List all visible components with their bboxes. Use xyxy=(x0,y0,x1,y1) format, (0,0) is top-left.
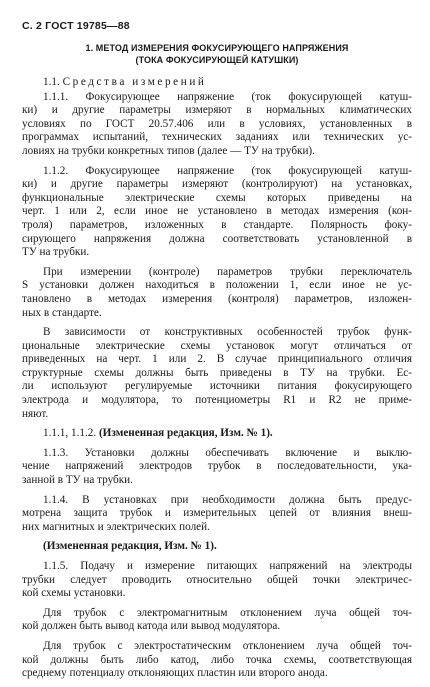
paragraph-1-1-number: 1.1. xyxy=(43,76,63,88)
text-line: 1.1.4. В установках при необходимости должна быть предус- xyxy=(43,493,412,506)
paragraph-1-1-5 xyxy=(22,560,412,601)
text-line: ли используют регулируемые источники питания фокусирующего xyxy=(22,380,412,393)
text-line: ки) и другие параметры измеряют (контролируют) на установках, xyxy=(22,178,412,191)
text-line: функциональные электрические схемы которых приведены на xyxy=(22,191,412,204)
amendment-1-numbers: 1.1.1, 1.1.2. xyxy=(43,427,99,440)
text-line: ных в стандарте. xyxy=(22,306,102,319)
text-line: циональные электрические схемы установок могут отличаться от xyxy=(22,339,412,352)
text-line: троля) параметров, изложенных в стандарте. Полярность фоку- xyxy=(22,218,412,231)
page-header: С. 2 ГОСТ 19785—88 xyxy=(22,20,130,32)
paragraph-1-1-4 xyxy=(22,494,412,535)
text-line: 1.1.3. Установки должны обеспечивать включение и выклю- xyxy=(43,446,412,459)
text-line: В зависимости от конструктивных особенностей трубок функ- xyxy=(43,326,412,339)
text-line: кой должны быть либо катод, либо точка схемы, соответствующая xyxy=(22,653,412,666)
text-line: 1.1.2. Фокусирующее напряжение (ток фокусирующей катуш- xyxy=(43,164,412,177)
text-line: трубки следует проводить относительно общей точки электричес- xyxy=(22,573,412,586)
text-line: ТУ на трубки. xyxy=(22,246,90,259)
text-line: Для трубок с электромагнитным отклонением луча общей точ- xyxy=(43,606,412,619)
text-line: няют. xyxy=(22,407,49,420)
text-line: электрода и модулятора, то потенциометры R1 и R2 не приме- xyxy=(22,394,412,407)
text-line: тановлено в методах измерения (контроля) параметров, изложен- xyxy=(22,292,412,305)
text-line: них магнитных и электрических полей. xyxy=(22,520,210,533)
text-line: мотрена защита трубок и измерительных цепей от влияния внеш- xyxy=(22,507,412,520)
paragraph-electromagnetic xyxy=(22,607,412,634)
text-line: условиях по ГОСТ 20.57.406 или в условиях, установленных в xyxy=(22,117,412,130)
paragraph-1-1-2 xyxy=(22,165,412,260)
section-title xyxy=(22,42,412,66)
amendment-1-text: (Измененная редакция, Изм. № 1). xyxy=(98,427,273,440)
text-line: 1.1.5. Подачу и измерение питающих напряжений на электроды xyxy=(43,560,412,572)
text-line: структурные схемы должны быть приведены в ТУ на трубки. Ес- xyxy=(22,366,412,379)
text-line: 1.1.1. Фокусирующее напряжение (ток фокусирующей катуш- xyxy=(43,90,412,103)
text-line: программах испытаний, технических заданиях или технических ус- xyxy=(22,131,412,144)
document-body xyxy=(22,76,412,687)
text-line: среднему потенциалу отклоняющих пластин или второго анода. xyxy=(22,667,328,680)
text-line: приведенных на черт. 1 или 2. В случае принципиального отличия xyxy=(22,353,412,366)
section-title-line-1: 1. МЕТОД ИЗМЕРЕНИЯ ФОКУСИРУЮЩЕГО НАПРЯЖЕНИЯ xyxy=(85,43,349,53)
text-line: черт. 1 или 2, если иное не установлено в методах измерения (кон- xyxy=(22,205,412,218)
text-line: кой должен быть вывод катода или вывод модулятора. xyxy=(22,620,281,633)
text-line: сирующего напряжения должна соответствовать установленной в xyxy=(22,232,412,245)
paragraph-circuit-variations xyxy=(22,326,412,421)
paragraph-1-1-1 xyxy=(22,91,412,159)
paragraph-electrostatic xyxy=(22,640,412,681)
text-line: S установки должен находиться в положении 1, если иное не ус- xyxy=(22,279,412,292)
paragraph-switch-position xyxy=(22,266,412,320)
text-line: кой схемы установки. xyxy=(22,587,126,600)
section-title-line-2: (ТОКА ФОКУСИРУЮЩЕЙ КАТУШКИ) xyxy=(135,55,299,65)
paragraph-1-1-3 xyxy=(22,447,412,488)
paragraph-amendment-2: (Измененная редакция, Изм. № 1). xyxy=(43,540,217,553)
text-line: ловиях на трубки конкретных типов (далее — ТУ на трубки). xyxy=(22,144,315,157)
text-line: ки) и другие параметры измеряют в нормальных климатических xyxy=(22,104,412,117)
text-line: чение напряжений электродов трубок в последовательности, ука- xyxy=(22,460,412,473)
text-line: При измерении (контроле) параметров трубки переключатель xyxy=(43,265,412,278)
text-line: занной в ТУ на трубки. xyxy=(22,474,133,487)
paragraph-1-1-title: Средства измерений xyxy=(62,76,207,88)
text-line: Для трубок с электростатическим отклонением луча общей точ- xyxy=(43,639,412,652)
paragraph-1-1 xyxy=(22,76,412,90)
paragraph-amendment-1 xyxy=(22,427,412,441)
